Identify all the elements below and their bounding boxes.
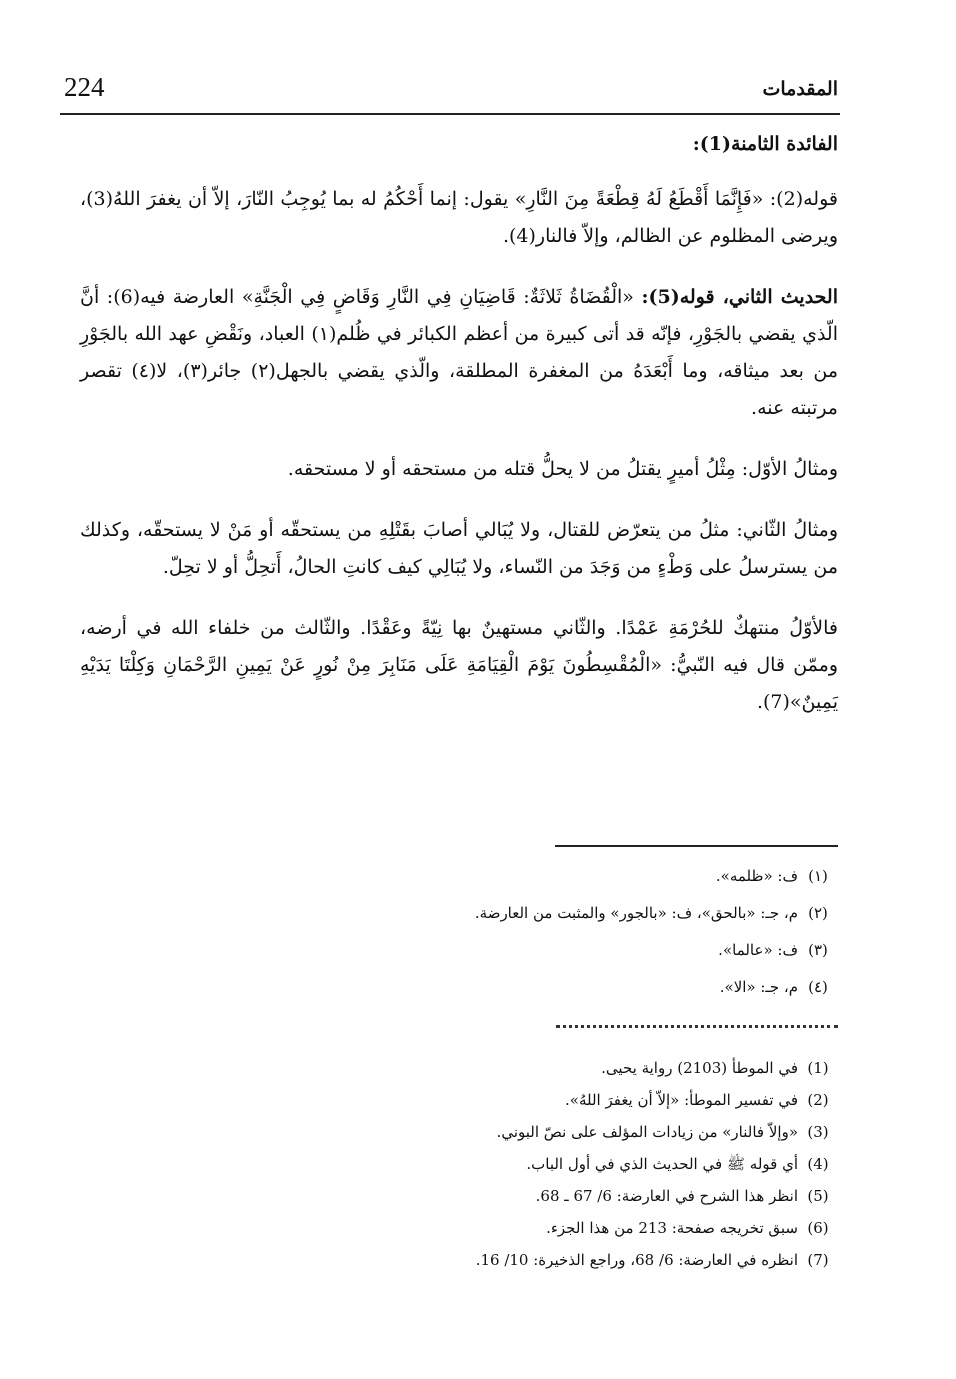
page-number: 224 bbox=[64, 72, 105, 102]
paragraph-5: فالأوّلُ منتهكٌ للحُرْمَةِ عَمْدًا. والثّاني مستهينٌ بها نِيّةً وعَقْدًا. والثّالث من خلفاء الله في أرضه، وممّن قال فيه النّبيُّ: «الْمُقْسِطُونَ يَوْمَ الْقِيَامَةِ عَلَى مَنَابِرَ مِنْ نُورٍ عَنْ يَمِينِ الرَّحْمَانِ وَكِلْتَا يَدَيْهِ يَمِينٌ»(7). bbox=[80, 617, 838, 713]
footnote-text: ف: «عالما». bbox=[718, 941, 798, 959]
manuscript-footnotes bbox=[160, 858, 838, 1006]
main-text bbox=[80, 126, 838, 745]
footnote-rule bbox=[555, 845, 838, 847]
paragraph-3: ومثالُ الأوّل: مِثْلُ أميرٍ يقتلُ من لا يحلُّ قتله من مستحقه أو لا مستحقه. bbox=[287, 458, 838, 480]
editor-footnotes bbox=[160, 1052, 838, 1276]
footnote-text: أي قوله ﷺ في الحديث الذي في أول الباب. bbox=[526, 1155, 798, 1173]
footnote-item bbox=[160, 969, 838, 1006]
running-title: المقدمات bbox=[762, 78, 838, 100]
footnote-number: (٢) bbox=[808, 904, 828, 922]
footnote-number: (6) bbox=[807, 1219, 829, 1237]
footnote-text: م، جـ: «بالحق»، ف: «بالجور» والمثبت من العارضة. bbox=[474, 904, 798, 922]
footnote-item bbox=[160, 1116, 838, 1148]
footnote-item bbox=[160, 1084, 838, 1116]
footnote-item bbox=[160, 932, 838, 969]
footnote-item bbox=[160, 895, 838, 932]
footnote-text: ف: «ظلمه». bbox=[715, 867, 798, 885]
footnote-number: (٣) bbox=[808, 941, 828, 959]
footnote-number: (7) bbox=[807, 1251, 829, 1269]
paragraph-1: قوله(2): «فَإِنَّمَا أَقْطَعُ لَهُ قِطْعَةً مِنَ النَّارِ» يقول: إنما أَحْكُمُ له بما يُوجِبُ النّارَ، إلاّ أن يغفرَ اللهُ(3)، ويرضى المظلوم عن الظالم، وإلاّ فالنار(4). bbox=[80, 188, 838, 247]
footnote-item bbox=[160, 1052, 838, 1084]
paragraph-4: ومثالُ الثّاني: مثلُ من يتعرّض للقتال، ولا يُبَالي أصابَ بقَتْلِهِ من يستحقّه أو مَنْ لا يستحقّه، وكذلك من يسترسلُ على وَطْءٍ من وَجَدَ من النّساء، ولا يُبَالِي كيف كانتِ الحالُ، أَتحِلُّ أو لا تحِلّ. bbox=[80, 519, 838, 578]
footnote-number: (2) bbox=[807, 1091, 829, 1109]
footnote-text: في الموطأ (2103) رواية يحيى. bbox=[601, 1059, 798, 1077]
section-heading: الفائدة الثامنة(1): bbox=[692, 133, 838, 155]
footnote-text: م، جـ: «الا». bbox=[719, 978, 798, 996]
footnote-number: (1) bbox=[807, 1059, 829, 1077]
dotted-separator bbox=[556, 1025, 838, 1028]
paragraph-2-lead: الحديث الثاني، قوله(5): bbox=[641, 286, 839, 308]
footnote-number: (١) bbox=[808, 867, 828, 885]
footnote-item bbox=[160, 858, 838, 895]
footnote-number: (3) bbox=[807, 1123, 829, 1141]
footnote-item bbox=[160, 1148, 838, 1180]
paragraph-2 bbox=[80, 279, 838, 427]
footnote-number: (5) bbox=[807, 1187, 829, 1205]
footnote-text: انظره في العارضة: 6/ 68، وراجع الذخيرة: 10/ 16. bbox=[475, 1251, 798, 1269]
footnote-text: انظر هذا الشرح في العارضة: 6/ 67 ـ 68. bbox=[535, 1187, 798, 1205]
footnote-item bbox=[160, 1180, 838, 1212]
header-rule bbox=[60, 113, 840, 115]
paragraph-2-text: «الْقُضَاةُ ثَلاثَةٌ: قَاضِيَانِ فِي النَّارِ وَقَاضٍ فِي الْجَنَّةِ» العارضة فيه(6): أنَّ الّذي يقضي بالجَوْرِ، فإنّه قد أتى كبيرة من أعظم الكبائر في ظُلم(١) العباد، ونَقْضِ عهد الله بالجَوْرِ من بعد ميثاقه، وما أَبْعَدَهُ من المغفرة المطلقة، والّذي يقضي بالجهل(٢) جائر(٣)، لا(٤) تقصر مرتبته عنه. bbox=[80, 286, 839, 419]
footnote-number: (٤) bbox=[808, 978, 828, 996]
footnote-item bbox=[160, 1244, 838, 1276]
footnote-text: سبق تخريجه صفحة: 213 من هذا الجزء. bbox=[546, 1219, 798, 1237]
footnote-text: في تفسير الموطأ: «إلاّ أن يغفرَ اللهُ». bbox=[565, 1091, 798, 1109]
footnote-number: (4) bbox=[807, 1155, 829, 1173]
footnote-item bbox=[160, 1212, 838, 1244]
footnote-text: «وإلاّ فالنار» من زيادات المؤلف على نصّ البوني. bbox=[496, 1123, 798, 1141]
